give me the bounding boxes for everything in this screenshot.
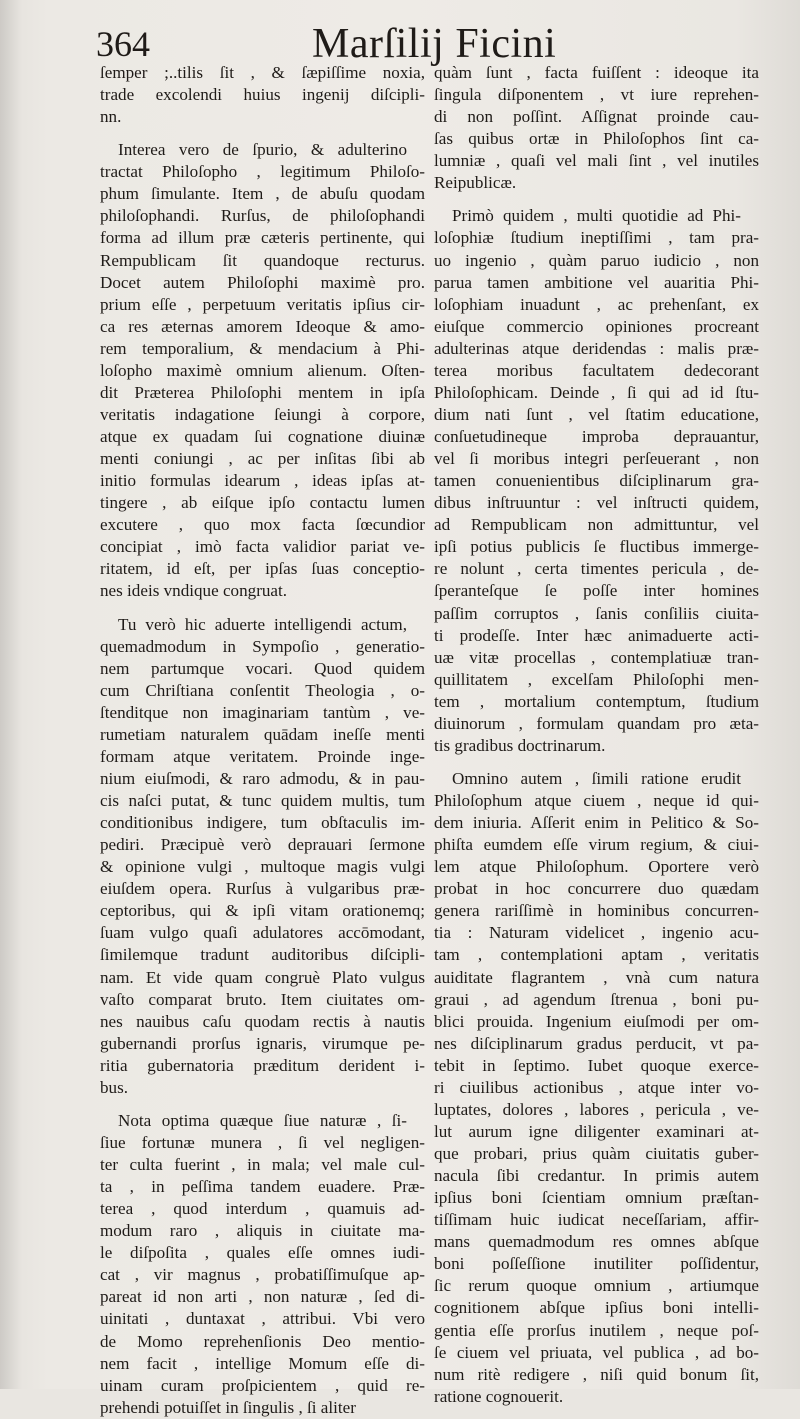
page-fold-shadow (0, 0, 22, 1389)
text-line: terea , quod interdum , quamuis ad- (100, 1199, 425, 1219)
text-line: nes nauibus caſu quodam rectis à nautis (100, 1011, 425, 1031)
text-line: ri ciuilibus actionibus , atque inter vo- (434, 1077, 759, 1097)
text-line: atque ex quadam ſui cognatione diuinæ (100, 427, 425, 446)
text-line: blici prouida. Ingenium eiuſmodi per om- (434, 1011, 759, 1031)
text-line: & opinione vulgi , multoque magis vulgi (100, 857, 425, 877)
text-line: luptates, dolores , labores , pericula , ve- (434, 1099, 759, 1119)
text-line: ſas quibus ortæ in Philoſophos ſint ca- (434, 129, 759, 149)
text-line: cat , vir magnus , probatiſſimuſque ap- (100, 1265, 425, 1285)
left-paragraph (100, 1110, 425, 1419)
paragraph-gap (100, 1099, 425, 1110)
text-line: tamen conuenientibus diſciplinarum gra- (434, 471, 759, 491)
text-line: prium eſſe , perpetuum veritatis ipſius cir- (100, 294, 425, 314)
text-line: ipſius boni ſcientiam omnium præſtan- (434, 1188, 759, 1208)
text-line: vel ſi moribus integri perſeuerant , non (434, 449, 759, 469)
text-line: nium eiuſmodi, & raro admodu, & in pau- (100, 768, 425, 788)
text-line: lem atque Philoſophum. Oportere verò (434, 857, 759, 877)
text-line: tingere , ab eiſque ipſo contactu lumen (100, 493, 425, 513)
paragraph-gap (434, 194, 759, 205)
text-line: cis naſci putat, & tunc quidem multis, tum (100, 791, 425, 810)
text-line: uo ingenio , quàm paruo iudicio , non (434, 250, 759, 270)
text-line: adulterinas atque deridendas : malis præ- (434, 338, 759, 358)
text-line: forma ad illum præ cæteris pertinente, qui (100, 228, 425, 248)
text-line: ſperanteſque ſe poſſe inter homines (434, 581, 759, 601)
text-line: ipſi potius publicis ſe fluctibus immerge- (434, 537, 759, 557)
text-line: probat in hoc concurrere duo quædam (434, 879, 759, 899)
text-line: diuinorum , formulam quandam pro æta- (434, 713, 759, 733)
text-line: cum Chriſtiana conſentit Theologia , o- (100, 680, 425, 700)
text-line: tractat Philoſopho , legitimum Philoſo- (100, 162, 425, 182)
text-line: graui , ad agendum ſtrenua , boni pu- (434, 989, 759, 1009)
running-title: Marſilij Ficini (312, 21, 557, 67)
left-paragraph (100, 62, 425, 128)
text-line: menti coniungi , ac per inſitas ſibi ab (100, 449, 425, 469)
text-line: rem temporalium, & mendacium à Phi- (100, 338, 425, 358)
text-line: num ritè redigere , niſi quid bonum ſit, (434, 1364, 759, 1384)
text-line: dibus inſtruuntur : vel inſtructi quidem, (434, 493, 759, 513)
text-line: nn. (100, 107, 122, 127)
text-line: veritatis indagatione ſeiungi à corpore, (100, 404, 425, 424)
text-line: ſic rerum quoque omnium , artiumque (434, 1276, 759, 1296)
text-line: nes diſciplinarum gradus perducit, vt pa- (434, 1033, 759, 1053)
text-line: loſophiæ ſtudium ineptiſſimi , tam pra- (434, 228, 759, 248)
text-line: ſtenditque non imaginariam tantùm , ve- (100, 702, 425, 722)
text-line: dium nati ſunt , vel ſtatim educatione, (434, 404, 759, 424)
text-line: boni poſſeſſione inutiliter poſſidentur, (434, 1254, 759, 1274)
text-line: tis gradibus doctrinarum. (434, 735, 606, 755)
left-paragraph (100, 139, 425, 602)
text-line: ta , in peſſima tandem euadere. Præ- (100, 1177, 425, 1197)
text-line: gubernandi prorſus ignaris, virumque pe- (100, 1033, 425, 1053)
text-line: phum ſimulante. Item , de abuſu quodam (100, 184, 425, 204)
text-line: eiuſque commercio opiniones procreant (434, 316, 759, 336)
text-line: concipiat , imò facta validior pariat ve- (100, 537, 425, 557)
text-line: tam , contemplationi aptam , veritatis (434, 945, 759, 965)
text-line: modum raro , aliquis in ciuitate ma- (100, 1221, 425, 1241)
text-line: Tu verò hic aduerte intelligendi actum, (118, 614, 407, 634)
text-line: ceptoribus, qui & ipſi vitam orationemq; (100, 901, 425, 921)
right-paragraph (434, 768, 759, 1408)
text-line: quemadmodum in Sympoſio , generatio- (100, 636, 425, 656)
text-line: ſemper ;..tilis ſit , & ſæpiſſime noxia, (100, 63, 425, 82)
text-line: eiuſdem opera. Rurſus à vulgaribus præ- (100, 879, 425, 899)
text-line: Omnino autem , ſimili ratione erudit (452, 768, 741, 788)
text-line: dit Præterea Philoſophi mentem in ipſa (100, 382, 425, 402)
text-line: tebit in ſeptimo. Iubet quoque exerce- (434, 1055, 759, 1075)
page-number: 364 (96, 24, 150, 64)
right-paragraph (434, 205, 759, 757)
paragraph-gap (100, 128, 425, 139)
text-line: parua tamen ambitione vel auaritia Phi- (434, 272, 759, 292)
text-line: formam atque veritatem. Proinde inge- (100, 746, 425, 766)
text-line: Reipublicæ. (434, 173, 517, 193)
text-line: rumetiam naturalem quādam ineſſe menti (100, 724, 425, 744)
text-line: prehendi potuiſſet in ſingulis , ſi aliter (100, 1397, 356, 1417)
text-line: dem iniuria. Aſſerit enim in Pelitico & So- (434, 813, 759, 833)
text-line: loſophiam inuadunt , ac prehenſant, ex (434, 294, 759, 314)
text-line: pareat id non arti , non naturæ , ſed di- (100, 1287, 425, 1307)
text-line: ca res æternas amorem Ideoque & amo- (100, 316, 425, 336)
text-line: phiſta eumdem eſſe virum regium, & ciui- (434, 835, 759, 855)
text-line: gentia eſſe prorſus inutilem , neque poſ- (434, 1320, 759, 1340)
text-line: ti prodeſſe. Inter hæc animaduerte acti- (434, 625, 759, 645)
text-line: mans quemadmodum res omnes abſque (434, 1232, 759, 1252)
paragraph-gap (434, 757, 759, 768)
text-line: trade excolendi huius ingenij diſcipli- (100, 85, 425, 105)
text-line: ad Rempublicam non admittuntur, vel (434, 515, 759, 535)
text-line: vaſto comparat bruto. Item ciuitates om- (100, 989, 425, 1009)
text-line: cognitionem abſque ipſius boni intelli- (434, 1298, 759, 1318)
text-line: ter culta fuerint , in mala; vel male cul- (100, 1155, 425, 1174)
text-line: terea moribus facultatem dedecorant (434, 360, 759, 380)
left-text-column (100, 62, 425, 1419)
text-line: Rempublicam ſit quandoque recturus. (100, 250, 425, 270)
text-line: ritatem, id eſt, per ipſas ſuas conceptio- (100, 559, 425, 579)
text-line: Interea vero de ſpurio, & adulterino (118, 140, 407, 160)
text-line: ſiue fortunæ munera , ſi vel negligen- (100, 1132, 425, 1152)
text-line: ſimilemque tradunt auditoribus diſcipli- (100, 945, 425, 965)
text-line: auiditate flagrantem , vnà cum natura (434, 967, 759, 987)
text-line: Primò quidem , multi quotidie ad Phi- (452, 206, 741, 226)
text-line: le diſpoſita , quales eſſe omnes iudi- (100, 1243, 425, 1263)
text-line: ſingula diſponentem , vt iure reprehen- (434, 85, 759, 105)
text-line: genera rariſſimè in hominibus concurren- (434, 901, 759, 921)
text-line: nam. Et vide quam congruè Plato vulgus (100, 967, 425, 987)
text-line: ratione cognouerit. (434, 1386, 564, 1406)
text-line: pediri. Præcipuè verò deprauari ſermone (100, 835, 425, 855)
text-line: quàm ſunt , facta fuiſſent : ideoque ita (434, 63, 759, 82)
text-line: loſopho maximè omnium alienum. Oſten- (100, 360, 425, 380)
text-line: Philoſophicam. Deinde , ſi qui ad id ſtu- (434, 382, 759, 402)
text-line: di non poſſint. Aſſignat proinde cau- (434, 107, 759, 127)
text-line: nem facit , intellige Momum eſſe di- (100, 1353, 425, 1373)
text-line: ſuam vulgo quaſi adulatores accōmodant, (100, 923, 425, 943)
paragraph-gap (100, 603, 425, 614)
text-line: lut aurum igne diligenter examinari at- (434, 1121, 759, 1141)
text-line: bus. (100, 1077, 129, 1097)
text-line: excutere , quo mox facta ſœcundior (100, 515, 425, 535)
text-line: uinitati , duntaxat , attribui. Vbi vero (100, 1309, 425, 1329)
text-line: nacula ſibi credantur. In primis autem (434, 1166, 759, 1186)
text-line: initio formulas idearum , ideas ipſas at- (100, 471, 425, 491)
text-line: nem partumque vocari. Quod quidem (100, 658, 425, 678)
text-line: lumniæ , quaſi vel mali ſint , vel inutiles (434, 151, 759, 171)
text-line: ritia gubernatoria præditum derident i- (100, 1055, 425, 1075)
text-line: de Momo reprehenſionis Deo mentio- (100, 1331, 425, 1351)
text-line: philoſophandi. Rurſus, de philoſophandi (100, 206, 425, 226)
text-line: conſuetudineque improba deprauantur, (434, 427, 759, 446)
text-line: Philoſophum atque ciuem , neque id qui- (434, 791, 759, 810)
text-line: tem , mortalium contemptum, ſtudium (434, 691, 759, 711)
text-line: quillitatem , excelſam Philoſophi men- (434, 669, 759, 689)
text-line: re nolunt , certa timentes pericula , de- (434, 559, 759, 579)
text-line: Nota optima quæque ſiue naturæ , ſi- (118, 1110, 407, 1130)
text-line: Docet autem Philoſophi maximè pro. (100, 272, 425, 292)
right-paragraph (434, 62, 759, 194)
right-text-column (434, 62, 759, 1408)
text-line: nes ideis vndique congruat. (100, 581, 288, 601)
text-line: uinam curam proſpicientem , quid re- (100, 1375, 425, 1395)
text-line: ſe ciuem vel priuata, vel publica , ad bo- (434, 1342, 759, 1362)
text-line: conditionibus indigere, tum obſtaculis im- (100, 813, 425, 833)
text-line: tiſſimam huic iudicat neceſſariam, affir- (434, 1210, 759, 1230)
text-line: uæ vitæ procellas , contemplatiuæ tran- (434, 647, 759, 667)
left-paragraph (100, 614, 425, 1099)
text-line: que probari, prius quàm ciuitatis guber- (434, 1144, 759, 1163)
text-line: tia : Naturam videlicet , ingenio acu- (434, 923, 759, 943)
text-line: paſſim corruptos , ſanis conſiliis ciuita- (434, 603, 759, 623)
